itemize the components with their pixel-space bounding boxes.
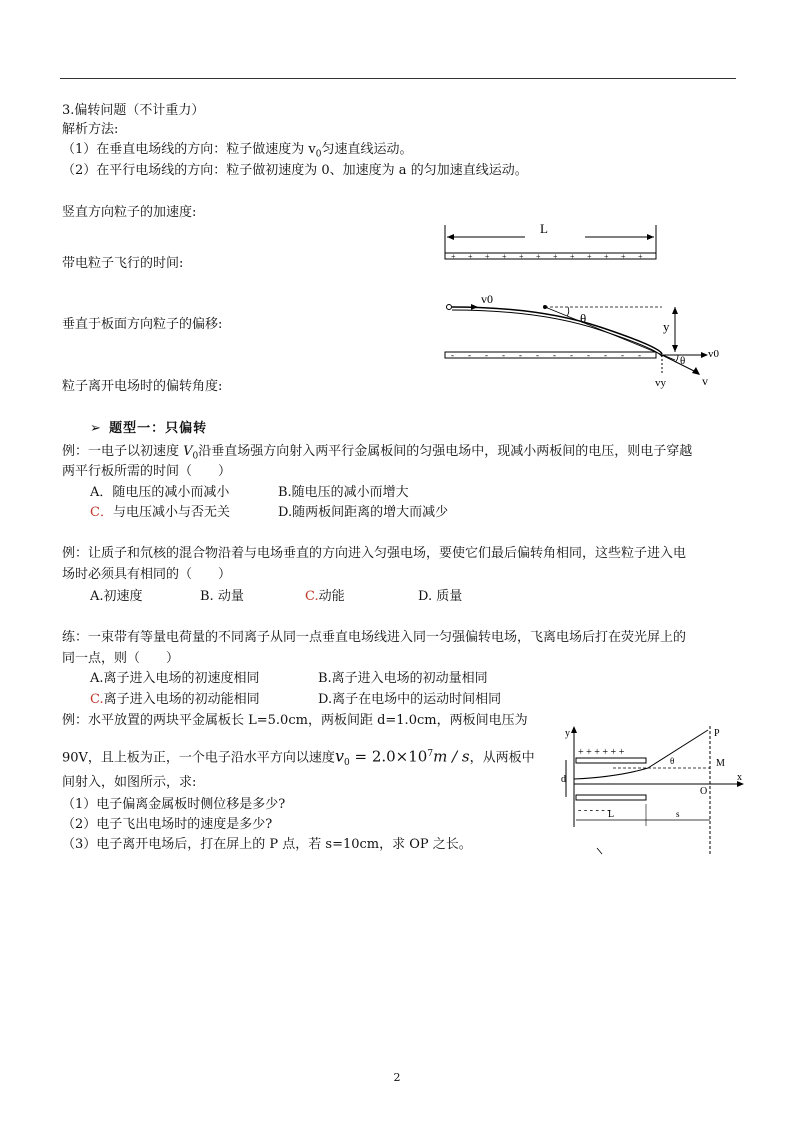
label-v0: v0 bbox=[481, 292, 493, 306]
q3-option-b: B.离子进入电场的初动量相同 bbox=[318, 671, 488, 686]
q2-option-b: B. 动量 bbox=[200, 589, 244, 604]
svg-text:-: - bbox=[451, 350, 454, 360]
label-y: y bbox=[663, 319, 670, 334]
label-theta2: θ bbox=[680, 355, 686, 367]
q3-option-a: A.离子进入电场的初速度相同 bbox=[90, 671, 260, 686]
svg-text:+: + bbox=[519, 252, 524, 261]
page-number: 2 bbox=[393, 1071, 401, 1084]
header-rule bbox=[60, 78, 736, 79]
fig2-label-O: O bbox=[700, 786, 708, 797]
fig2-trajectory bbox=[574, 768, 648, 779]
svg-text:+: + bbox=[570, 252, 575, 261]
screen-diagram bbox=[558, 722, 758, 862]
label-vy: vy bbox=[655, 377, 666, 389]
stray-mark bbox=[597, 848, 602, 854]
q4-sub3: （3）电子离开电场后，打在屏上的 P 点，若 s=10cm，求 OP 之长。 bbox=[62, 837, 472, 852]
item-time: 带电粒子飞行的时间: bbox=[62, 256, 184, 271]
theta-arc bbox=[567, 307, 569, 316]
fig2-label-d: d bbox=[561, 774, 566, 785]
q2-option-a: A.初速度 bbox=[90, 589, 143, 604]
type1-heading: ➢ 题型一：只偏转 bbox=[90, 421, 208, 436]
q1-option-b: B.随电压的减小而增大 bbox=[278, 485, 409, 500]
label-L: L bbox=[540, 221, 548, 236]
label-v0b: v0 bbox=[708, 348, 719, 360]
q2-option-c: C.动能 bbox=[305, 589, 345, 604]
fig2-label-P: P bbox=[714, 728, 720, 739]
svg-text:-: - bbox=[621, 350, 624, 360]
q1-line2: 两平行板所需的时间（ ） bbox=[62, 464, 232, 479]
y-axis-arrow-icon bbox=[571, 726, 577, 733]
svg-text:-: - bbox=[553, 350, 556, 360]
q4-line3: 间射入，如图所示，求: bbox=[62, 775, 197, 790]
q2-option-d: D. 质量 bbox=[418, 589, 463, 604]
fig2-top-plate bbox=[576, 758, 646, 763]
arrow-icon: ➢ bbox=[90, 421, 101, 436]
v0b-arrow-icon bbox=[701, 352, 708, 358]
q1-option-d: D.随两板间距离的增大而减少 bbox=[278, 505, 449, 520]
svg-text:+: + bbox=[621, 252, 626, 261]
label-v: v bbox=[702, 374, 708, 388]
method-2: （2）在平行电场线的方向：粒子做初速度为 0、加速度为 a 的匀加速直线运动。 bbox=[62, 163, 528, 178]
svg-text:-: - bbox=[502, 350, 505, 360]
section-title: 3.偏转问题（不计重力） bbox=[62, 103, 205, 118]
svg-text:-: - bbox=[638, 350, 641, 360]
svg-text:+: + bbox=[451, 252, 456, 261]
q4-line2: 90V，且上板为正，一个电子沿水平方向以速度$v_0 = 2.0\times 10^7m / s$，从两板中 bbox=[62, 746, 535, 768]
svg-text:+: + bbox=[485, 252, 490, 261]
label-theta: θ bbox=[580, 311, 587, 326]
svg-text:-: - bbox=[536, 350, 539, 360]
arrow-right-icon bbox=[647, 234, 654, 240]
q4-sub2: （2）电子飞出电场时的速度是多少? bbox=[62, 817, 273, 832]
q4-line1: 例：水平放置的两块平金属板长 L=5.0cm，两板间距 d=1.0cm，两板间电压为 bbox=[62, 713, 528, 728]
fig2-label-x: x bbox=[737, 772, 742, 783]
q2-line2: 场时必须具有相同的（ ） bbox=[62, 567, 232, 582]
q1-option-c: C．与电压减小与否无关 bbox=[90, 505, 230, 520]
svg-text:+: + bbox=[638, 252, 643, 261]
svg-text:-: - bbox=[519, 350, 522, 360]
deflection-diagram bbox=[430, 215, 730, 395]
q4-sub1: （1）电子偏离金属板时侧位移是多少? bbox=[62, 797, 286, 812]
y-arrow-up-icon bbox=[672, 307, 678, 314]
q3-option-d: D.离子在电场中的运动时间相同 bbox=[318, 692, 502, 707]
fig2-exit-line bbox=[648, 730, 708, 768]
particle-icon bbox=[447, 305, 452, 310]
svg-text:-: - bbox=[468, 350, 471, 360]
fig2-bottom-plate bbox=[576, 795, 646, 800]
theta2-arc bbox=[675, 355, 678, 362]
fig2-plus: + + + + + + bbox=[578, 747, 625, 758]
q2-line1: 例：让质子和氘核的混合物沿着与电场垂直的方向进入匀强电场，要使它们最后偏转角相同，这些粒子进入电 bbox=[62, 546, 687, 561]
svg-text:-: - bbox=[570, 350, 573, 360]
trajectory bbox=[452, 307, 662, 354]
fig2-label-theta: θ bbox=[670, 756, 675, 766]
fig2-label-M: M bbox=[716, 758, 725, 769]
q3-line2: 同一点，则（ ） bbox=[62, 651, 180, 666]
svg-text:+: + bbox=[502, 252, 507, 261]
svg-text:+: + bbox=[604, 252, 609, 261]
arrow-left-icon bbox=[447, 234, 454, 240]
q3-line1: 练：一束带有等量电荷量的不同离子从同一点垂直电场线进入同一匀强偏转电场，飞离电场后打在荧光屏上的 bbox=[62, 630, 687, 645]
method-1: （1）在垂直电场线的方向：粒子做速度为 $v_0$匀速直线运动。 bbox=[62, 142, 413, 160]
q1-line1: 例：一电子以初速度 $V_0$沿垂直场强方向射入两平行金属板间的匀强电场中，现减小两板间的电压，则电子穿越 bbox=[62, 444, 693, 462]
fig2-minus: - - - - - - bbox=[578, 805, 611, 816]
item-offset: 垂直于板面方向粒子的偏移: bbox=[62, 317, 223, 332]
svg-text:+: + bbox=[587, 252, 592, 261]
item-angle: 粒子离开电场时的偏转角度: bbox=[62, 379, 223, 394]
item-acceleration: 竖直方向粒子的加速度: bbox=[62, 205, 197, 220]
svg-text:+: + bbox=[536, 252, 541, 261]
y-arrow-down-icon bbox=[672, 345, 678, 352]
fig2-label-L: L bbox=[608, 809, 615, 820]
trajectory-edge bbox=[452, 310, 662, 357]
svg-text:-: - bbox=[604, 350, 607, 360]
fig2-label-y: y bbox=[565, 728, 570, 739]
method-label: 解析方法: bbox=[62, 122, 119, 137]
q1-option-a: A．随电压的减小而减小 bbox=[90, 485, 230, 500]
svg-text:+: + bbox=[468, 252, 473, 261]
svg-text:-: - bbox=[485, 350, 488, 360]
svg-text:-: - bbox=[587, 350, 590, 360]
bottom-plate bbox=[445, 352, 656, 358]
q3-option-c: C.离子进入电场的初动能相同 bbox=[90, 692, 260, 707]
fig2-label-s: s bbox=[676, 809, 680, 819]
svg-text:+: + bbox=[553, 252, 558, 261]
